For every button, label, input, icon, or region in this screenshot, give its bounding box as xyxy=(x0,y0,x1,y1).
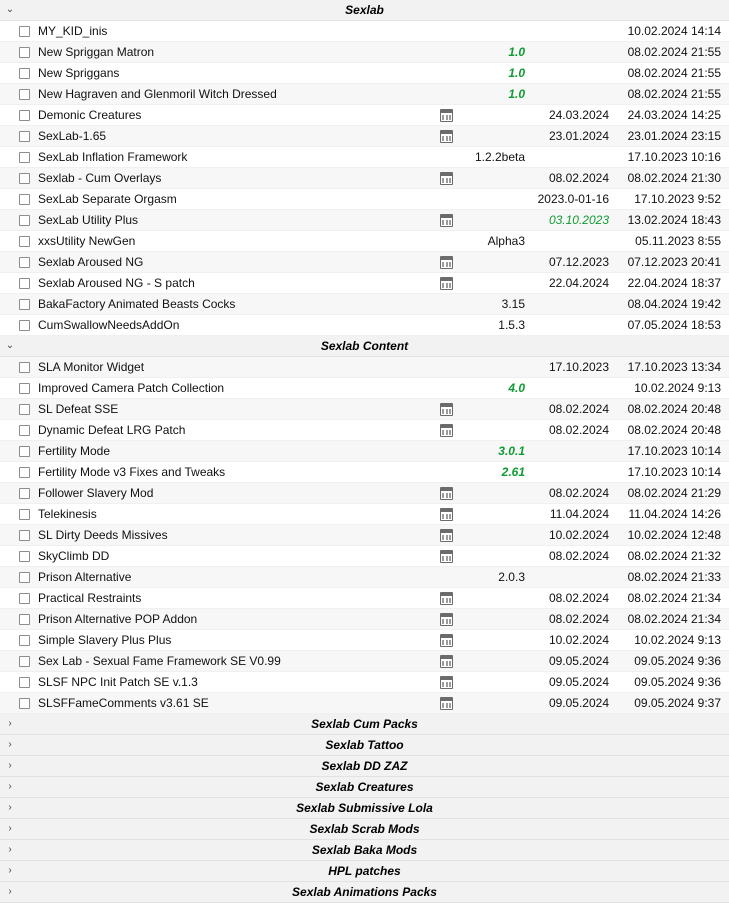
mod-modified-date: 08.02.2024 20:48 xyxy=(627,402,721,416)
mod-row[interactable] xyxy=(0,168,729,189)
mod-enable-checkbox[interactable] xyxy=(19,635,30,646)
calendar-icon xyxy=(433,696,459,710)
separator-row[interactable] xyxy=(0,0,729,21)
mod-name: Telekinesis xyxy=(38,507,97,521)
separator-row[interactable] xyxy=(0,819,729,840)
mod-modified-date: 07.05.2024 18:53 xyxy=(627,318,721,332)
mod-modified-date: 08.02.2024 21:29 xyxy=(627,486,721,500)
mod-row[interactable] xyxy=(0,252,729,273)
separator-title: Sexlab Submissive Lola xyxy=(296,801,433,815)
calendar-icon xyxy=(433,171,459,185)
mod-enable-checkbox[interactable] xyxy=(19,488,30,499)
mod-modified-date: 10.02.2024 14:14 xyxy=(627,24,721,38)
mod-enable-checkbox[interactable] xyxy=(19,257,30,268)
mod-enable-checkbox[interactable] xyxy=(19,467,30,478)
mod-enable-checkbox[interactable] xyxy=(19,47,30,58)
mod-installed-date: 09.05.2024 xyxy=(548,675,609,689)
mod-row[interactable] xyxy=(0,420,729,441)
mod-modified-date: 10.02.2024 12:48 xyxy=(627,528,721,542)
calendar-icon xyxy=(433,507,459,521)
calendar-icon xyxy=(433,675,459,689)
separator-title: Sexlab Content xyxy=(320,339,409,353)
calendar-icon xyxy=(433,108,459,122)
mod-enable-checkbox[interactable] xyxy=(19,152,30,163)
mod-name: Demonic Creatures xyxy=(38,108,142,122)
mod-installed-date: 2023.0-01-16 xyxy=(537,192,609,206)
mod-modified-date: 17.10.2023 10:14 xyxy=(627,465,721,479)
separator-title: Sexlab DD ZAZ xyxy=(321,759,408,773)
chevron-right-icon[interactable]: › xyxy=(8,886,12,897)
separator-row[interactable] xyxy=(0,756,729,777)
mod-name: New Hagraven and Glenmoril Witch Dressed xyxy=(38,87,277,101)
mod-enable-checkbox[interactable] xyxy=(19,236,30,247)
mod-row[interactable] xyxy=(0,105,729,126)
separator-title: Sexlab Scrab Mods xyxy=(309,822,420,836)
mod-version: Alpha3 xyxy=(487,234,525,248)
mod-enable-checkbox[interactable] xyxy=(19,110,30,121)
mod-name: Fertility Mode xyxy=(38,444,111,458)
mod-installed-date: 08.02.2024 xyxy=(548,171,609,185)
mod-modified-date: 08.02.2024 21:55 xyxy=(627,87,721,101)
mod-enable-checkbox[interactable] xyxy=(19,698,30,709)
mod-modified-date: 08.02.2024 21:32 xyxy=(627,549,721,563)
mod-enable-checkbox[interactable] xyxy=(19,509,30,520)
mod-modified-date: 17.10.2023 10:14 xyxy=(627,444,721,458)
mod-name: Sex Lab - Sexual Fame Framework SE V0.99 xyxy=(38,654,281,668)
mod-installed-date: 10.02.2024 xyxy=(548,528,609,542)
chevron-right-icon[interactable]: › xyxy=(8,823,12,834)
calendar-icon xyxy=(433,402,459,416)
calendar-icon xyxy=(433,276,459,290)
mod-name: Simple Slavery Plus Plus xyxy=(38,633,172,647)
mod-enable-checkbox[interactable] xyxy=(19,173,30,184)
calendar-icon xyxy=(433,528,459,542)
mod-name: SkyClimb DD xyxy=(38,549,110,563)
mod-name: SL Defeat SSE xyxy=(38,402,119,416)
mod-installed-date: 07.12.2023 xyxy=(548,255,609,269)
mod-version: 3.0.1 xyxy=(498,444,525,458)
mod-version: 1.0 xyxy=(508,87,525,101)
mod-row[interactable] xyxy=(0,609,729,630)
mod-row[interactable] xyxy=(0,294,729,315)
mod-enable-checkbox[interactable] xyxy=(19,89,30,100)
calendar-icon xyxy=(433,654,459,668)
mod-name: Sexlab - Cum Overlays xyxy=(38,171,162,185)
mod-name: SexLab Separate Orgasm xyxy=(38,192,177,206)
mod-name: SLA Monitor Widget xyxy=(38,360,145,374)
mod-version: 1.2.2beta xyxy=(474,150,525,164)
mod-row[interactable] xyxy=(0,357,729,378)
mod-name: MY_KID_inis xyxy=(38,24,108,38)
mod-modified-date: 08.02.2024 21:55 xyxy=(627,45,721,59)
mod-enable-checkbox[interactable] xyxy=(19,26,30,37)
separator-title: Sexlab xyxy=(345,3,384,17)
mod-enable-checkbox[interactable] xyxy=(19,656,30,667)
calendar-icon xyxy=(433,549,459,563)
chevron-right-icon[interactable]: › xyxy=(8,802,12,813)
mod-name: New Spriggans xyxy=(38,66,120,80)
mod-modified-date: 24.03.2024 14:25 xyxy=(627,108,721,122)
mod-enable-checkbox[interactable] xyxy=(19,572,30,583)
separator-row[interactable] xyxy=(0,735,729,756)
separator-row[interactable] xyxy=(0,840,729,861)
separator-title: Sexlab Tattoo xyxy=(325,738,404,752)
mod-installed-date: 17.10.2023 xyxy=(548,360,609,374)
mod-enable-checkbox[interactable] xyxy=(19,425,30,436)
separator-title: HPL patches xyxy=(328,864,401,878)
mod-enable-checkbox[interactable] xyxy=(19,215,30,226)
mod-version: 1.0 xyxy=(508,45,525,59)
mod-row[interactable] xyxy=(0,693,729,714)
mod-modified-date: 05.11.2023 8:55 xyxy=(635,234,721,248)
mod-installed-date: 08.02.2024 xyxy=(548,486,609,500)
mod-name: SexLab Utility Plus xyxy=(38,213,139,227)
chevron-right-icon[interactable]: › xyxy=(8,718,12,729)
mod-enable-checkbox[interactable] xyxy=(19,68,30,79)
chevron-down-icon[interactable]: ⌄ xyxy=(5,340,15,351)
mod-modified-date: 08.02.2024 21:30 xyxy=(627,171,721,185)
mod-version: 1.5.3 xyxy=(498,318,525,332)
mod-modified-date: 10.02.2024 9:13 xyxy=(634,633,721,647)
mod-row[interactable] xyxy=(0,651,729,672)
separator-title: Sexlab Cum Packs xyxy=(311,717,418,731)
mod-installed-date: 09.05.2024 xyxy=(548,696,609,710)
mod-row[interactable] xyxy=(0,525,729,546)
calendar-icon xyxy=(433,423,459,437)
mod-modified-date: 17.10.2023 9:52 xyxy=(634,192,721,206)
mod-enable-checkbox[interactable] xyxy=(19,404,30,415)
mod-enable-checkbox[interactable] xyxy=(19,320,30,331)
mod-row[interactable] xyxy=(0,483,729,504)
separator-row[interactable] xyxy=(0,861,729,882)
mod-row[interactable] xyxy=(0,672,729,693)
mod-enable-checkbox[interactable] xyxy=(19,383,30,394)
mod-enable-checkbox[interactable] xyxy=(19,593,30,604)
calendar-icon xyxy=(433,612,459,626)
mod-version: 3.15 xyxy=(501,297,525,311)
mod-row[interactable] xyxy=(0,273,729,294)
mod-name: SexLab-1.65 xyxy=(38,129,107,143)
mod-modified-date: 09.05.2024 9:36 xyxy=(634,675,721,689)
mod-modified-date: 17.10.2023 10:16 xyxy=(627,150,721,164)
mod-modified-date: 17.10.2023 13:34 xyxy=(627,360,721,374)
separator-title: Sexlab Animations Packs xyxy=(292,885,437,899)
mod-enable-checkbox[interactable] xyxy=(19,362,30,373)
mod-row[interactable] xyxy=(0,42,729,63)
mod-installed-date: 08.02.2024 xyxy=(548,402,609,416)
calendar-icon xyxy=(433,213,459,227)
mod-enable-checkbox[interactable] xyxy=(19,446,30,457)
chevron-down-icon[interactable]: ⌄ xyxy=(5,4,15,15)
mod-enable-checkbox[interactable] xyxy=(19,530,30,541)
mod-installed-date: 09.05.2024 xyxy=(548,654,609,668)
chevron-right-icon[interactable]: › xyxy=(8,739,12,750)
mod-modified-date: 08.02.2024 21:55 xyxy=(627,66,721,80)
mod-row[interactable] xyxy=(0,231,729,252)
mod-installed-date: 10.02.2024 xyxy=(548,633,609,647)
mod-modified-date: 22.04.2024 18:37 xyxy=(627,276,721,290)
mod-installed-date: 24.03.2024 xyxy=(548,108,609,122)
mod-enable-checkbox[interactable] xyxy=(19,131,30,142)
mod-modified-date: 08.02.2024 20:48 xyxy=(627,423,721,437)
mod-modified-date: 11.04.2024 14:26 xyxy=(628,507,721,521)
mod-version: 1.0 xyxy=(508,66,525,80)
mod-version: 4.0 xyxy=(508,381,525,395)
mod-row[interactable] xyxy=(0,504,729,525)
mod-row[interactable] xyxy=(0,462,729,483)
mod-installed-date: 11.04.2024 xyxy=(549,507,609,521)
mod-name: Sexlab Aroused NG xyxy=(38,255,144,269)
mod-name: Sexlab Aroused NG - S patch xyxy=(38,276,195,290)
mod-modified-date: 09.05.2024 9:37 xyxy=(634,696,721,710)
mod-name: Follower Slavery Mod xyxy=(38,486,154,500)
separator-row[interactable] xyxy=(0,777,729,798)
mod-row[interactable] xyxy=(0,315,729,336)
separator-row[interactable] xyxy=(0,882,729,903)
separator-row[interactable] xyxy=(0,714,729,735)
mod-enable-checkbox[interactable] xyxy=(19,677,30,688)
mod-installed-date: 08.02.2024 xyxy=(548,549,609,563)
mod-enable-checkbox[interactable] xyxy=(19,614,30,625)
mod-row[interactable] xyxy=(0,21,729,42)
chevron-right-icon[interactable]: › xyxy=(8,865,12,876)
mod-name: Prison Alternative xyxy=(38,570,132,584)
mod-installed-date: 23.01.2024 xyxy=(548,129,609,143)
mod-installed-date: 08.02.2024 xyxy=(548,612,609,626)
mod-name: SLSFFameComments v3.61 SE xyxy=(38,696,209,710)
mod-modified-date: 08.02.2024 21:33 xyxy=(627,570,721,584)
mod-modified-date: 08.02.2024 21:34 xyxy=(627,612,721,626)
mod-version: 2.61 xyxy=(501,465,525,479)
mod-name: Prison Alternative POP Addon xyxy=(38,612,198,626)
separator-title: Sexlab Creatures xyxy=(315,780,414,794)
mod-name: SexLab Inflation Framework xyxy=(38,150,188,164)
mod-row[interactable] xyxy=(0,441,729,462)
mod-modified-date: 08.04.2024 19:42 xyxy=(627,297,721,311)
mod-row[interactable] xyxy=(0,147,729,168)
separator-title: Sexlab Baka Mods xyxy=(311,843,418,857)
mod-name: CumSwallowNeedsAddOn xyxy=(38,318,180,332)
mod-modified-date: 07.12.2023 20:41 xyxy=(627,255,721,269)
calendar-icon xyxy=(433,591,459,605)
mod-modified-date: 08.02.2024 21:34 xyxy=(627,591,721,605)
chevron-right-icon[interactable]: › xyxy=(8,781,12,792)
mod-row[interactable] xyxy=(0,546,729,567)
mod-row[interactable] xyxy=(0,630,729,651)
mod-name: xxsUtility NewGen xyxy=(38,234,136,248)
mod-row[interactable] xyxy=(0,126,729,147)
calendar-icon xyxy=(433,633,459,647)
mod-row[interactable] xyxy=(0,189,729,210)
mod-installed-date: 22.04.2024 xyxy=(548,276,609,290)
mod-installed-date: 08.02.2024 xyxy=(548,591,609,605)
mod-enable-checkbox[interactable] xyxy=(19,194,30,205)
mod-name: SL Dirty Deeds Missives xyxy=(38,528,168,542)
mod-enable-checkbox[interactable] xyxy=(19,299,30,310)
mod-modified-date: 13.02.2024 18:43 xyxy=(627,213,721,227)
mod-row[interactable] xyxy=(0,399,729,420)
chevron-right-icon[interactable]: › xyxy=(8,760,12,771)
mod-enable-checkbox[interactable] xyxy=(19,551,30,562)
mod-modified-date: 10.02.2024 9:13 xyxy=(634,381,721,395)
mod-name: Fertility Mode v3 Fixes and Tweaks xyxy=(38,465,226,479)
mod-installed-date: 08.02.2024 xyxy=(548,423,609,437)
mod-name: Dynamic Defeat LRG Patch xyxy=(38,423,186,437)
separator-row[interactable] xyxy=(0,798,729,819)
mod-name: SLSF NPC Init Patch SE v.1.3 xyxy=(38,675,198,689)
mod-row[interactable] xyxy=(0,378,729,399)
mod-modified-date: 23.01.2024 23:15 xyxy=(627,129,721,143)
mod-row[interactable] xyxy=(0,63,729,84)
mod-row[interactable] xyxy=(0,567,729,588)
mod-installed-date: 03.10.2023 xyxy=(548,213,609,227)
separator-row[interactable] xyxy=(0,336,729,357)
mod-modified-date: 09.05.2024 9:36 xyxy=(634,654,721,668)
mod-version: 2.0.3 xyxy=(498,570,525,584)
chevron-right-icon[interactable]: › xyxy=(8,844,12,855)
mod-name: New Spriggan Matron xyxy=(38,45,155,59)
mod-row[interactable] xyxy=(0,84,729,105)
mod-name: BakaFactory Animated Beasts Cocks xyxy=(38,297,236,311)
mod-name: Practical Restraints xyxy=(38,591,142,605)
calendar-icon xyxy=(433,129,459,143)
mod-name: Improved Camera Patch Collection xyxy=(38,381,225,395)
mod-row[interactable] xyxy=(0,210,729,231)
calendar-icon xyxy=(433,255,459,269)
mod-row[interactable] xyxy=(0,588,729,609)
mod-enable-checkbox[interactable] xyxy=(19,278,30,289)
calendar-icon xyxy=(433,486,459,500)
